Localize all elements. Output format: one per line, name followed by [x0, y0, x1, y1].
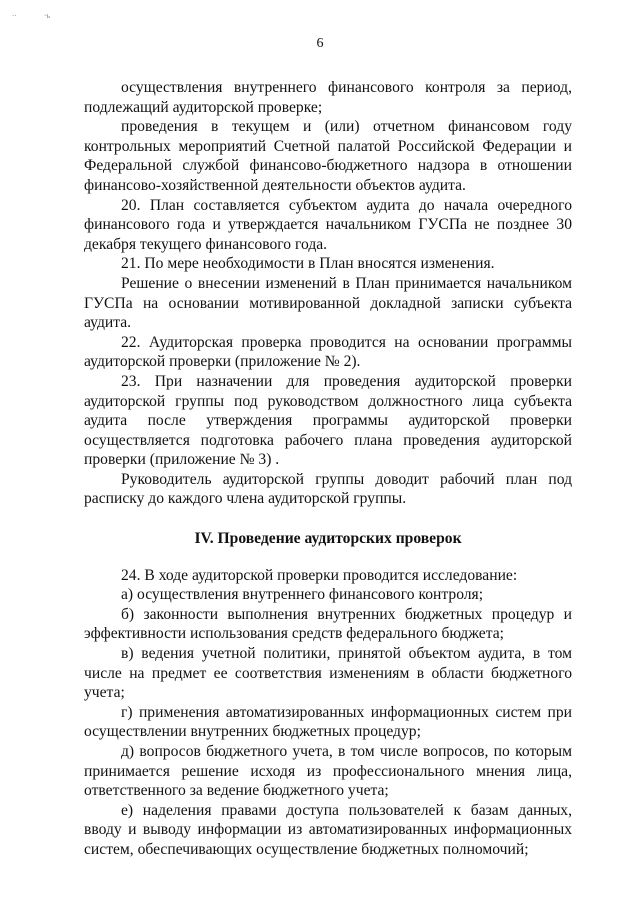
- paragraph: 20. План составляется субъектом аудита до начала очередного финансового года и утверждается начальником ГУСПа не позднее 30 декабря текущего финансового года.: [84, 196, 572, 253]
- page-number: 6: [316, 36, 324, 51]
- list-item: г) применения автоматизированных информационных систем при осуществлении внутренних бюджетных процедур;: [84, 703, 572, 741]
- paragraph: 21. По мере необходимости в План вносятся изменения.: [121, 255, 495, 273]
- list-item: а) осуществления внутреннего финансового контроля;: [121, 586, 484, 604]
- document-body: [84, 78, 572, 860]
- paragraph: 22. Аудиторская проверка проводится на основании программы аудиторской проверки (приложение № 2).: [84, 333, 572, 371]
- list-item: в) ведения учетной политики, принятой объектом аудита, в том числе на предмет ее соответствия изменениям в области бюджетного учета;: [84, 645, 572, 702]
- list-item: д) вопросов бюджетного учета, в том числе вопросов, по которым принимается решение исходя из профессионального мнения лица, ответственного за ведение бюджетного учета;: [84, 743, 572, 800]
- list-item: е) наделения правами доступа пользователей к базам данных, вводу и выводу информации из автоматизированных информационных систем, обеспечивающих осуществление бюджетных полномочий;: [84, 801, 572, 858]
- section-heading: IV. Проведение аудиторских проверок: [194, 530, 462, 548]
- paragraph: 23. При назначении для проведения аудиторской проверки аудиторской группы под руководством должностного лица субъекта аудита после утверждения программы аудиторской проверки осуществляется подготовка рабочего плана проведения аудиторской проверки (приложение № 3) .: [84, 372, 572, 469]
- paragraph: Руководитель аудиторской группы доводит рабочий план под расписку до каждого члена аудиторской группы.: [84, 470, 572, 508]
- paragraph: Решение о внесении изменений в План принимается начальником ГУСПа на основании мотивированной докладной записки субъекта аудита.: [84, 274, 572, 332]
- paragraph: осуществления внутреннего финансового контроля за период, подлежащий аудиторской проверке;: [84, 79, 572, 116]
- scan-mark-right: ·ъ: [44, 12, 50, 20]
- scan-mark-left: ··: [12, 12, 17, 20]
- paragraph: 24. В ходе аудиторской проверки проводится исследование:: [121, 566, 518, 584]
- list-item: б) законности выполнения внутренних бюджетных процедур и эффективности использования средств федерального бюджета;: [84, 605, 572, 643]
- paragraph: проведения в текущем и (или) отчетном финансовом году контрольных мероприятий Счетной палатой Российской Федерации и Федеральной службой финансово-бюджетного надзора в отношении финансово-хозяйственной деятельности объектов аудита.: [84, 118, 572, 194]
